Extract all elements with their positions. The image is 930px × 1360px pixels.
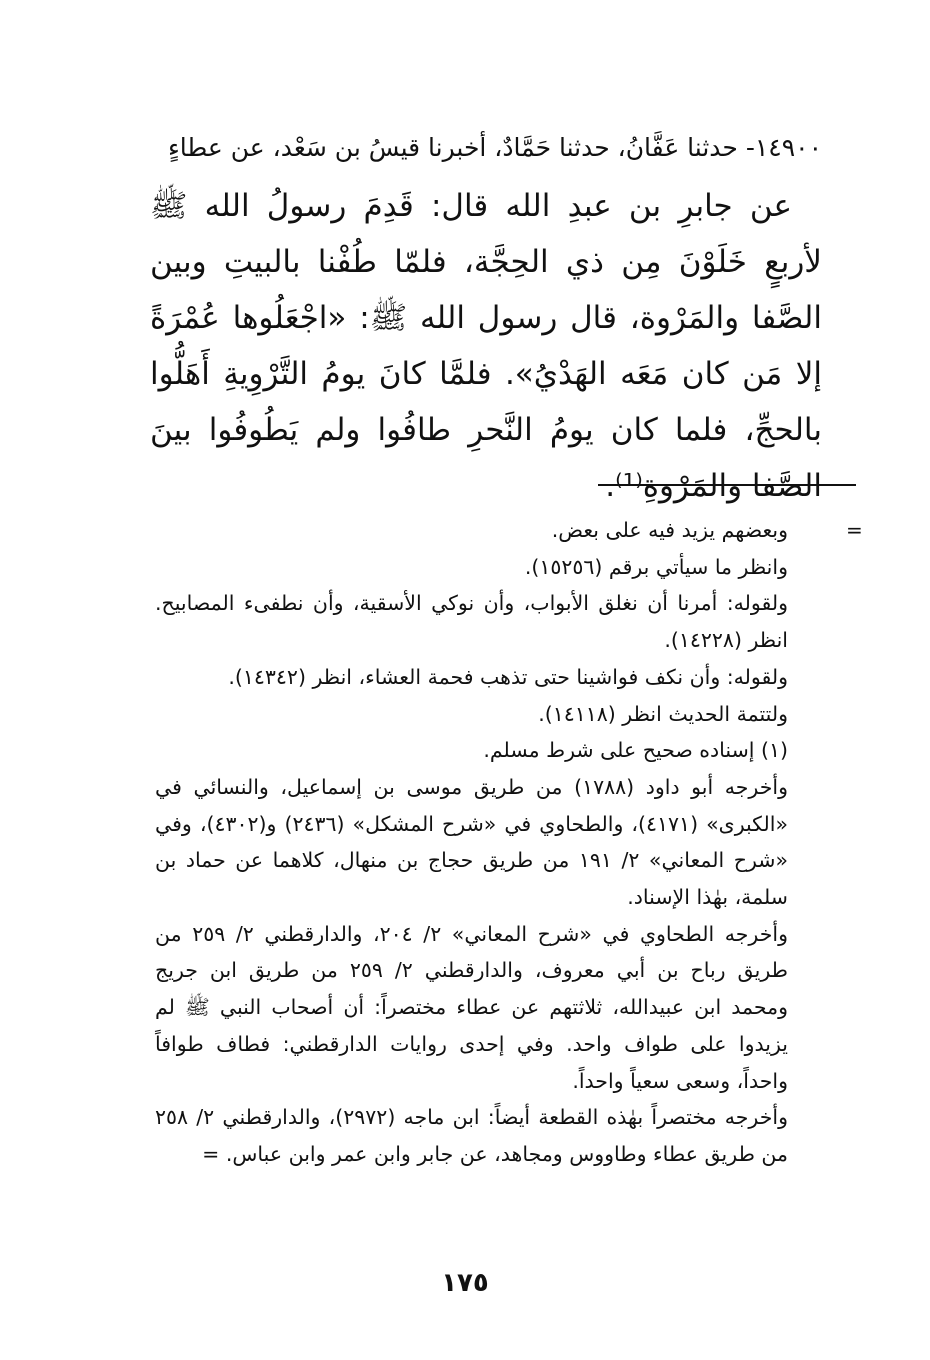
footnote-paragraph: وأخرجه مختصراً بهٰذه القطعة أيضاً: ابن ماجه (٢٩٧٢)، والدارقطني ٢/ ٢٥٨ من طريق عطاء وطاووس ومجاهد، عن جابر وابن عمر وابن عباس. = [155, 1105, 788, 1166]
hadith-body-text: عن جابرِ بن عبدِ الله قال: قَدِمَ رسولُ الله ﷺ لأربعٍ خَلَوْنَ مِن ذي الحِجَّة، فلمّا طُفْنا بالبيتِ وبين الصَّفا والمَرْوة، قال رسول الله ﷺ: «اجْعَلُوها عُمْرَةً إلا مَن كان مَعَه الهَدْيُ». فلمَّا كانَ يومُ التَّرْوِيةِ أَهَلُّوا بالحجِّ، فلما كان يومُ النَّحرِ طافُوا ولم يَطُوفُوا بينَ الصَّفا والمَرْوةِ⁽¹⁾. [150, 188, 822, 504]
hadith-body [150, 178, 822, 514]
hadith-main-text [150, 122, 822, 514]
footnote-paragraph: ولتتمة الحديث انظر (١٤١١٨). [538, 701, 788, 726]
footnote-paragraph: (١) إسناده صحيح على شرط مسلم. [483, 738, 788, 763]
footnote-paragraph: وانظر ما سيأتي برقم (١٥٢٥٦). [524, 554, 788, 579]
footnote-divider [598, 484, 856, 486]
continuation-mark: = [846, 518, 863, 542]
footnote-paragraph: وبعضهم يزيد فيه على بعض. [551, 518, 788, 542]
hadith-header-line: ١٤٩٠٠- حدثنا عَفَّانُ، حدثنا حَمَّادٌ، أخبرنا قيسُ بن سَعْد، عن عطاءٍ [168, 133, 822, 162]
footnote-paragraph: وأخرجه أبو داود (١٧٨٨) من طريق موسى بن إسماعيل، والنسائي في «الكبرى» (٤١٧١)، والطحاوي في «شرح المشكل» (٢٤٣٦) و(٤٣٠٢)، وفي «شرح المعاني» ٢/ ١٩١ من طريق حجاج بن منهال، كلاهما عن حماد بن سلمة، بهٰذا الإسناد. [155, 774, 788, 910]
page-number: ١٧٥ [441, 1268, 489, 1298]
footnote-paragraph: ولقوله: أمرنا أن نغلق الأبواب، وأن نوكي الأسقية، وأن نطفىء المصابيح. انظر (١٤٢٢٨). [155, 591, 788, 653]
footnote-paragraph: وأخرجه الطحاوي في «شرح المعاني» ٢/ ٢٠٤، والدارقطني ٢/ ٢٥٩ من طريق رباح بن أبي معروف، والدارقطني ٢/ ٢٥٩ من طريق ابن جريج ومحمد ابن عبيدالله، ثلاثتهم عن عطاء مختصراً: أن أصحاب النبي ﷺ لم يزيدوا على طواف واحد. وفي إحدى روايات الدارقطني: فطاف طوافاً واحداً، وسعى سعياً واحداً. [155, 921, 788, 1093]
footnotes-block [155, 512, 820, 1173]
footnote-paragraph: ولقوله: وأن نكف فواشينا حتى تذهب فحمة العشاء، انظر (١٤٣٤٢). [228, 664, 788, 689]
